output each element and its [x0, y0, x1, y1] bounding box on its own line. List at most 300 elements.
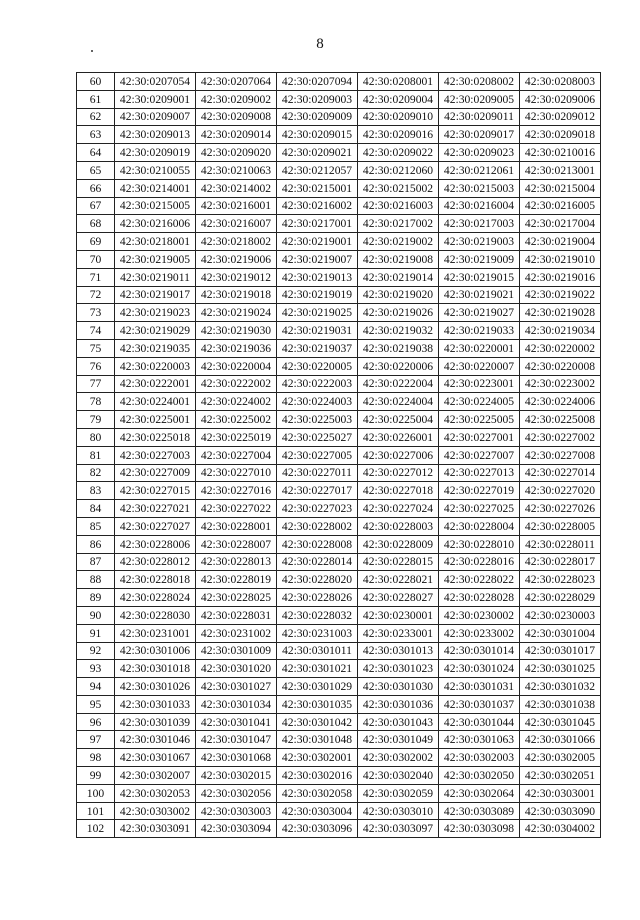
cadastral-number-cell: 42:30:0301034: [196, 695, 277, 713]
cadastral-number-cell: 42:30:0227025: [439, 500, 520, 518]
cadastral-number-cell: 42:30:0222004: [358, 375, 439, 393]
cadastral-number-cell: 42:30:0219025: [277, 304, 358, 322]
table-row: [77, 375, 601, 393]
row-number-cell: 63: [77, 126, 115, 144]
cadastral-number-cell: 42:30:0227017: [277, 482, 358, 500]
row-number-cell: 94: [77, 678, 115, 696]
cadastral-number-cell: 42:30:0225027: [277, 428, 358, 446]
cadastral-number-cell: 42:30:0228029: [520, 589, 601, 607]
cadastral-number-cell: 42:30:0233001: [358, 624, 439, 642]
cadastral-number-cell: 42:30:0227011: [277, 464, 358, 482]
cadastral-number-cell: 42:30:0224003: [277, 393, 358, 411]
row-number-cell: 60: [77, 73, 115, 91]
table-row: [77, 535, 601, 553]
cadastral-number-cell: 42:30:0209002: [196, 90, 277, 108]
cadastral-number-cell: 42:30:0230001: [358, 606, 439, 624]
row-number-cell: 100: [77, 784, 115, 802]
row-number-cell: 70: [77, 250, 115, 268]
cadastral-number-cell: 42:30:0301044: [439, 713, 520, 731]
cadastral-number-cell: 42:30:0301004: [520, 624, 601, 642]
cadastral-number-cell: 42:30:0227013: [439, 464, 520, 482]
cadastral-number-cell: 42:30:0224002: [196, 393, 277, 411]
table-row: [77, 428, 601, 446]
cadastral-number-cell: 42:30:0301031: [439, 678, 520, 696]
cadastral-number-cell: 42:30:0228014: [277, 553, 358, 571]
cadastral-number-cell: 42:30:0301025: [520, 660, 601, 678]
row-number-cell: 79: [77, 411, 115, 429]
cadastral-number-cell: 42:30:0303097: [358, 820, 439, 838]
row-number-cell: 99: [77, 767, 115, 785]
cadastral-number-cell: 42:30:0224006: [520, 393, 601, 411]
row-number-cell: 66: [77, 179, 115, 197]
page-number: 8: [316, 36, 324, 52]
cadastral-number-cell: 42:30:0227027: [115, 517, 196, 535]
cadastral-number-cell: 42:30:0228006: [115, 535, 196, 553]
cadastral-number-cell: 42:30:0301047: [196, 731, 277, 749]
table-row: [77, 411, 601, 429]
cadastral-number-cell: 42:30:0301027: [196, 678, 277, 696]
table-row: [77, 749, 601, 767]
cadastral-number-cell: 42:30:0301021: [277, 660, 358, 678]
cadastral-number-cell: 42:30:0219034: [520, 322, 601, 340]
cadastral-number-cell: 42:30:0209009: [277, 108, 358, 126]
row-number-cell: 72: [77, 286, 115, 304]
row-number-cell: 93: [77, 660, 115, 678]
cadastral-number-cell: 42:30:0212060: [358, 161, 439, 179]
row-number-cell: 87: [77, 553, 115, 571]
cadastral-number-cell: 42:30:0227012: [358, 464, 439, 482]
cadastral-number-cell: 42:30:0301035: [277, 695, 358, 713]
cadastral-number-cell: 42:30:0228021: [358, 571, 439, 589]
cadastral-number-cell: 42:30:0302059: [358, 784, 439, 802]
row-number-cell: 61: [77, 90, 115, 108]
row-number-cell: 76: [77, 357, 115, 375]
cadastral-number-cell: 42:30:0301041: [196, 713, 277, 731]
cadastral-number-cell: 42:30:0227009: [115, 464, 196, 482]
cadastral-number-cell: 42:30:0217004: [520, 215, 601, 233]
cadastral-number-cell: 42:30:0303001: [520, 784, 601, 802]
table-row: [77, 713, 601, 731]
cadastral-number-cell: 42:30:0209001: [115, 90, 196, 108]
cadastral-number-cell: 42:30:0219008: [358, 250, 439, 268]
cadastral-number-cell: 42:30:0219002: [358, 233, 439, 251]
cadastral-number-cell: 42:30:0301030: [358, 678, 439, 696]
cadastral-number-cell: 42:30:0217002: [358, 215, 439, 233]
cadastral-number-cell: 42:30:0219035: [115, 339, 196, 357]
cadastral-number-cell: 42:30:0219010: [520, 250, 601, 268]
cadastral-number-cell: 42:30:0219001: [277, 233, 358, 251]
cadastral-number-cell: 42:30:0219014: [358, 268, 439, 286]
cadastral-number-cell: 42:30:0302003: [439, 749, 520, 767]
cadastral-number-cell: 42:30:0219031: [277, 322, 358, 340]
row-number-cell: 86: [77, 535, 115, 553]
cadastral-number-cell: 42:30:0302007: [115, 767, 196, 785]
row-number-cell: 96: [77, 713, 115, 731]
cadastral-number-cell: 42:30:0304002: [520, 820, 601, 838]
cadastral-number-cell: 42:30:0301024: [439, 660, 520, 678]
cadastral-number-cell: 42:30:0302001: [277, 749, 358, 767]
cadastral-number-cell: 42:30:0301014: [439, 642, 520, 660]
cadastral-number-cell: 42:30:0301048: [277, 731, 358, 749]
cadastral-number-cell: 42:30:0227005: [277, 446, 358, 464]
row-number-cell: 67: [77, 197, 115, 215]
cadastral-number-cell: 42:30:0212061: [439, 161, 520, 179]
cadastral-number-cell: 42:30:0228008: [277, 535, 358, 553]
cadastral-number-cell: 42:30:0220001: [439, 339, 520, 357]
cadastral-number-cell: 42:30:0207094: [277, 73, 358, 91]
cadastral-number-cell: 42:30:0219033: [439, 322, 520, 340]
table-row: [77, 642, 601, 660]
cadastral-number-cell: 42:30:0228013: [196, 553, 277, 571]
cadastral-number-cell: 42:30:0301011: [277, 642, 358, 660]
row-number-cell: 85: [77, 517, 115, 535]
cadastral-number-cell: 42:30:0228005: [520, 517, 601, 535]
table-row: [77, 108, 601, 126]
cadastral-number-cell: 42:30:0303004: [277, 802, 358, 820]
table-row: [77, 731, 601, 749]
cadastral-number-cell: 42:30:0228001: [196, 517, 277, 535]
cadastral-number-cell: 42:30:0303090: [520, 802, 601, 820]
cadastral-number-cell: 42:30:0228020: [277, 571, 358, 589]
cadastral-number-cell: 42:30:0228019: [196, 571, 277, 589]
cadastral-number-cell: 42:30:0219023: [115, 304, 196, 322]
cadastral-number-cell: 42:30:0215002: [358, 179, 439, 197]
cadastral-number-cell: 42:30:0301038: [520, 695, 601, 713]
row-number-cell: 82: [77, 464, 115, 482]
table-row: [77, 179, 601, 197]
table-row: [77, 660, 601, 678]
table-row: [77, 820, 601, 838]
cadastral-number-cell: 42:30:0223002: [520, 375, 601, 393]
cadastral-number-cell: 42:30:0301013: [358, 642, 439, 660]
cadastral-number-cell: 42:30:0228004: [439, 517, 520, 535]
cadastral-number-cell: 42:30:0227023: [277, 500, 358, 518]
row-number-cell: 65: [77, 161, 115, 179]
cadastral-number-cell: 42:30:0228016: [439, 553, 520, 571]
cadastral-number-cell: 42:30:0301067: [115, 749, 196, 767]
cadastral-number-cell: 42:30:0209018: [520, 126, 601, 144]
cadastral-number-cell: 42:30:0219022: [520, 286, 601, 304]
cadastral-number-cell: 42:30:0302005: [520, 749, 601, 767]
row-number-cell: 101: [77, 802, 115, 820]
cadastral-number-cell: 42:30:0227003: [115, 446, 196, 464]
cadastral-number-cell: 42:30:0301063: [439, 731, 520, 749]
cadastral-number-cell: 42:30:0301068: [196, 749, 277, 767]
scan-speck: [91, 50, 93, 52]
cadastral-number-cell: 42:30:0220002: [520, 339, 601, 357]
cadastral-number-cell: 42:30:0228011: [520, 535, 601, 553]
table-row: [77, 606, 601, 624]
row-number-cell: 98: [77, 749, 115, 767]
cadastral-number-cell: 42:30:0209021: [277, 144, 358, 162]
cadastral-number-cell: 42:30:0301046: [115, 731, 196, 749]
cadastral-number-cell: 42:30:0301043: [358, 713, 439, 731]
cadastral-number-cell: 42:30:0220006: [358, 357, 439, 375]
row-number-cell: 80: [77, 428, 115, 446]
cadastral-number-cell: 42:30:0228030: [115, 606, 196, 624]
row-number-cell: 97: [77, 731, 115, 749]
cadastral-number-cell: 42:30:0219036: [196, 339, 277, 357]
cadastral-number-cell: 42:30:0301009: [196, 642, 277, 660]
cadastral-number-cell: 42:30:0209003: [277, 90, 358, 108]
cadastral-number-cell: 42:30:0231003: [277, 624, 358, 642]
cadastral-number-cell: 42:30:0219012: [196, 268, 277, 286]
table-body: [77, 73, 601, 838]
cadastral-number-cell: 42:30:0216006: [115, 215, 196, 233]
row-number-cell: 64: [77, 144, 115, 162]
row-number-cell: 95: [77, 695, 115, 713]
cadastral-number-cell: 42:30:0225005: [439, 411, 520, 429]
row-number-cell: 69: [77, 233, 115, 251]
row-number-cell: 89: [77, 589, 115, 607]
cadastral-number-cell: 42:30:0303098: [439, 820, 520, 838]
cadastral-number-cell: 42:30:0301018: [115, 660, 196, 678]
cadastral-number-cell: 42:30:0218002: [196, 233, 277, 251]
cadastral-number-cell: 42:30:0227015: [115, 482, 196, 500]
table-row: [77, 233, 601, 251]
table-row: [77, 784, 601, 802]
cadastral-number-cell: 42:30:0225004: [358, 411, 439, 429]
row-number-cell: 92: [77, 642, 115, 660]
cadastral-number-cell: 42:30:0209015: [277, 126, 358, 144]
cadastral-number-cell: 42:30:0208002: [439, 73, 520, 91]
cadastral-number-cell: 42:30:0301036: [358, 695, 439, 713]
cadastral-number-cell: 42:30:0228018: [115, 571, 196, 589]
cadastral-number-cell: 42:30:0219038: [358, 339, 439, 357]
table-row: [77, 90, 601, 108]
cadastral-number-cell: 42:30:0222001: [115, 375, 196, 393]
row-number-cell: 62: [77, 108, 115, 126]
table-row: [77, 304, 601, 322]
cadastral-number-cell: 42:30:0209016: [358, 126, 439, 144]
cadastral-number-cell: 42:30:0228022: [439, 571, 520, 589]
table-row: [77, 126, 601, 144]
cadastral-number-cell: 42:30:0302050: [439, 767, 520, 785]
cadastral-number-cell: 42:30:0224005: [439, 393, 520, 411]
cadastral-number-cell: 42:30:0215003: [439, 179, 520, 197]
cadastral-number-cell: 42:30:0228028: [439, 589, 520, 607]
cadastral-number-cell: 42:30:0219007: [277, 250, 358, 268]
cadastral-number-cell: 42:30:0224004: [358, 393, 439, 411]
cadastral-number-cell: 42:30:0225019: [196, 428, 277, 446]
cadastral-number-cell: 42:30:0219016: [520, 268, 601, 286]
cadastral-number-cell: 42:30:0302056: [196, 784, 277, 802]
table-row: [77, 215, 601, 233]
cadastral-number-cell: 42:30:0209004: [358, 90, 439, 108]
cadastral-number-cell: 42:30:0218001: [115, 233, 196, 251]
cadastral-number-cell: 42:30:0209013: [115, 126, 196, 144]
cadastral-number-cell: 42:30:0209022: [358, 144, 439, 162]
table-row: [77, 339, 601, 357]
table-row: [77, 500, 601, 518]
cadastral-number-cell: 42:30:0303003: [196, 802, 277, 820]
cadastral-number-cell: 42:30:0219026: [358, 304, 439, 322]
cadastral-number-cell: 42:30:0219004: [520, 233, 601, 251]
cadastral-number-cell: 42:30:0212057: [277, 161, 358, 179]
table-row: [77, 286, 601, 304]
cadastral-number-cell: 42:30:0301045: [520, 713, 601, 731]
cadastral-number-cell: 42:30:0219013: [277, 268, 358, 286]
row-number-cell: 88: [77, 571, 115, 589]
cadastral-number-cell: 42:30:0225002: [196, 411, 277, 429]
table-row: [77, 197, 601, 215]
table-row: [77, 767, 601, 785]
cadastral-number-cell: 42:30:0301029: [277, 678, 358, 696]
cadastral-number-cell: 42:30:0228026: [277, 589, 358, 607]
cadastral-number-cell: 42:30:0209011: [439, 108, 520, 126]
cadastral-number-cell: 42:30:0301049: [358, 731, 439, 749]
table-row: [77, 161, 601, 179]
cadastral-number-cell: 42:30:0214001: [115, 179, 196, 197]
row-number-cell: 71: [77, 268, 115, 286]
row-number-cell: 90: [77, 606, 115, 624]
cadastral-number-cell: 42:30:0209006: [520, 90, 601, 108]
cadastral-number-cell: 42:30:0227016: [196, 482, 277, 500]
cadastral-number-cell: 42:30:0220007: [439, 357, 520, 375]
cadastral-number-cell: 42:30:0216007: [196, 215, 277, 233]
cadastral-number-cell: 42:30:0227018: [358, 482, 439, 500]
table-row: [77, 589, 601, 607]
cadastral-number-cell: 42:30:0303002: [115, 802, 196, 820]
cadastral-number-cell: 42:30:0301023: [358, 660, 439, 678]
cadastral-number-cell: 42:30:0210055: [115, 161, 196, 179]
cadastral-number-cell: 42:30:0209012: [520, 108, 601, 126]
cadastral-number-cell: 42:30:0219015: [439, 268, 520, 286]
cadastral-number-cell: 42:30:0214002: [196, 179, 277, 197]
row-number-cell: 68: [77, 215, 115, 233]
cadastral-number-cell: 42:30:0231002: [196, 624, 277, 642]
cadastral-number-cell: 42:30:0219017: [115, 286, 196, 304]
cadastral-number-cell: 42:30:0302040: [358, 767, 439, 785]
cadastral-number-cell: 42:30:0301017: [520, 642, 601, 660]
row-number-cell: 81: [77, 446, 115, 464]
cadastral-number-cell: 42:30:0219006: [196, 250, 277, 268]
table-row: [77, 624, 601, 642]
cadastral-number-cell: 42:30:0230003: [520, 606, 601, 624]
cadastral-number-cell: 42:30:0227024: [358, 500, 439, 518]
cadastral-number-cell: 42:30:0303089: [439, 802, 520, 820]
table-row: [77, 482, 601, 500]
cadastral-number-cell: 42:30:0209008: [196, 108, 277, 126]
cadastral-number-cell: 42:30:0301026: [115, 678, 196, 696]
table-row: [77, 802, 601, 820]
cadastral-number-cell: 42:30:0210016: [520, 144, 601, 162]
cadastral-number-cell: 42:30:0302051: [520, 767, 601, 785]
cadastral-number-cell: 42:30:0219018: [196, 286, 277, 304]
cadastral-number-cell: 42:30:0219011: [115, 268, 196, 286]
cadastral-number-cell: 42:30:0209014: [196, 126, 277, 144]
cadastral-number-cell: 42:30:0302015: [196, 767, 277, 785]
cadastral-number-cell: 42:30:0230002: [439, 606, 520, 624]
table-row: [77, 144, 601, 162]
cadastral-number-cell: 42:30:0228009: [358, 535, 439, 553]
cadastral-number-cell: 42:30:0215001: [277, 179, 358, 197]
cadastral-number-cell: 42:30:0209020: [196, 144, 277, 162]
cadastral-number-cell: 42:30:0301037: [439, 695, 520, 713]
cadastral-number-cell: 42:30:0227014: [520, 464, 601, 482]
cadastral-number-cell: 42:30:0227008: [520, 446, 601, 464]
cadastral-number-cell: 42:30:0207054: [115, 73, 196, 91]
cadastral-number-cell: 42:30:0227019: [439, 482, 520, 500]
cadastral-number-cell: 42:30:0219024: [196, 304, 277, 322]
cadastral-number-cell: 42:30:0222003: [277, 375, 358, 393]
cadastral-number-cell: 42:30:0303094: [196, 820, 277, 838]
cadastral-number-cell: 42:30:0228023: [520, 571, 601, 589]
cadastral-number-cell: 42:30:0301006: [115, 642, 196, 660]
cadastral-number-cell: 42:30:0228032: [277, 606, 358, 624]
cadastral-number-cell: 42:30:0227007: [439, 446, 520, 464]
cadastral-number-cell: 42:30:0228010: [439, 535, 520, 553]
cadastral-number-cell: 42:30:0222002: [196, 375, 277, 393]
cadastral-number-cell: 42:30:0215004: [520, 179, 601, 197]
row-number-cell: 102: [77, 820, 115, 838]
cadastral-number-cell: 42:30:0225018: [115, 428, 196, 446]
cadastral-number-cell: 42:30:0215005: [115, 197, 196, 215]
table-row: [77, 393, 601, 411]
table-row: [77, 464, 601, 482]
cadastral-number-cell: 42:30:0228027: [358, 589, 439, 607]
table-row: [77, 571, 601, 589]
table-row: [77, 322, 601, 340]
table-row: [77, 357, 601, 375]
cadastral-number-cell: 42:30:0209019: [115, 144, 196, 162]
cadastral-number-cell: 42:30:0228031: [196, 606, 277, 624]
cadastral-number-cell: 42:30:0225008: [520, 411, 601, 429]
cadastral-table: [76, 72, 601, 838]
cadastral-number-cell: 42:30:0219021: [439, 286, 520, 304]
cadastral-number-cell: 42:30:0216003: [358, 197, 439, 215]
cadastral-number-cell: 42:30:0209005: [439, 90, 520, 108]
row-number-cell: 83: [77, 482, 115, 500]
cadastral-number-cell: 42:30:0220004: [196, 357, 277, 375]
cadastral-number-cell: 42:30:0219030: [196, 322, 277, 340]
cadastral-number-cell: 42:30:0219019: [277, 286, 358, 304]
table-row: [77, 517, 601, 535]
cadastral-number-cell: 42:30:0227020: [520, 482, 601, 500]
cadastral-number-cell: 42:30:0303010: [358, 802, 439, 820]
cadastral-number-cell: 42:30:0207064: [196, 73, 277, 91]
cadastral-number-cell: 42:30:0219032: [358, 322, 439, 340]
cadastral-number-cell: 42:30:0233002: [439, 624, 520, 642]
row-number-cell: 74: [77, 322, 115, 340]
cadastral-number-cell: 42:30:0301042: [277, 713, 358, 731]
row-number-cell: 73: [77, 304, 115, 322]
cadastral-number-cell: 42:30:0301066: [520, 731, 601, 749]
cadastral-number-cell: 42:30:0209007: [115, 108, 196, 126]
cadastral-number-cell: 42:30:0208003: [520, 73, 601, 91]
cadastral-number-cell: 42:30:0227004: [196, 446, 277, 464]
cadastral-number-cell: 42:30:0227022: [196, 500, 277, 518]
row-number-cell: 77: [77, 375, 115, 393]
cadastral-number-cell: 42:30:0223001: [439, 375, 520, 393]
row-number-cell: 91: [77, 624, 115, 642]
table-row: [77, 695, 601, 713]
cadastral-number-cell: 42:30:0301039: [115, 713, 196, 731]
cadastral-number-cell: 42:30:0228017: [520, 553, 601, 571]
cadastral-number-cell: 42:30:0228003: [358, 517, 439, 535]
cadastral-number-cell: 42:30:0219020: [358, 286, 439, 304]
cadastral-number-cell: 42:30:0213001: [520, 161, 601, 179]
cadastral-number-cell: 42:30:0227021: [115, 500, 196, 518]
cadastral-number-cell: 42:30:0227001: [439, 428, 520, 446]
cadastral-number-cell: 42:30:0228002: [277, 517, 358, 535]
cadastral-number-cell: 42:30:0216005: [520, 197, 601, 215]
cadastral-number-cell: 42:30:0224001: [115, 393, 196, 411]
cadastral-number-cell: 42:30:0220003: [115, 357, 196, 375]
cadastral-number-cell: 42:30:0216001: [196, 197, 277, 215]
cadastral-number-cell: 42:30:0210063: [196, 161, 277, 179]
cadastral-number-cell: 42:30:0228024: [115, 589, 196, 607]
